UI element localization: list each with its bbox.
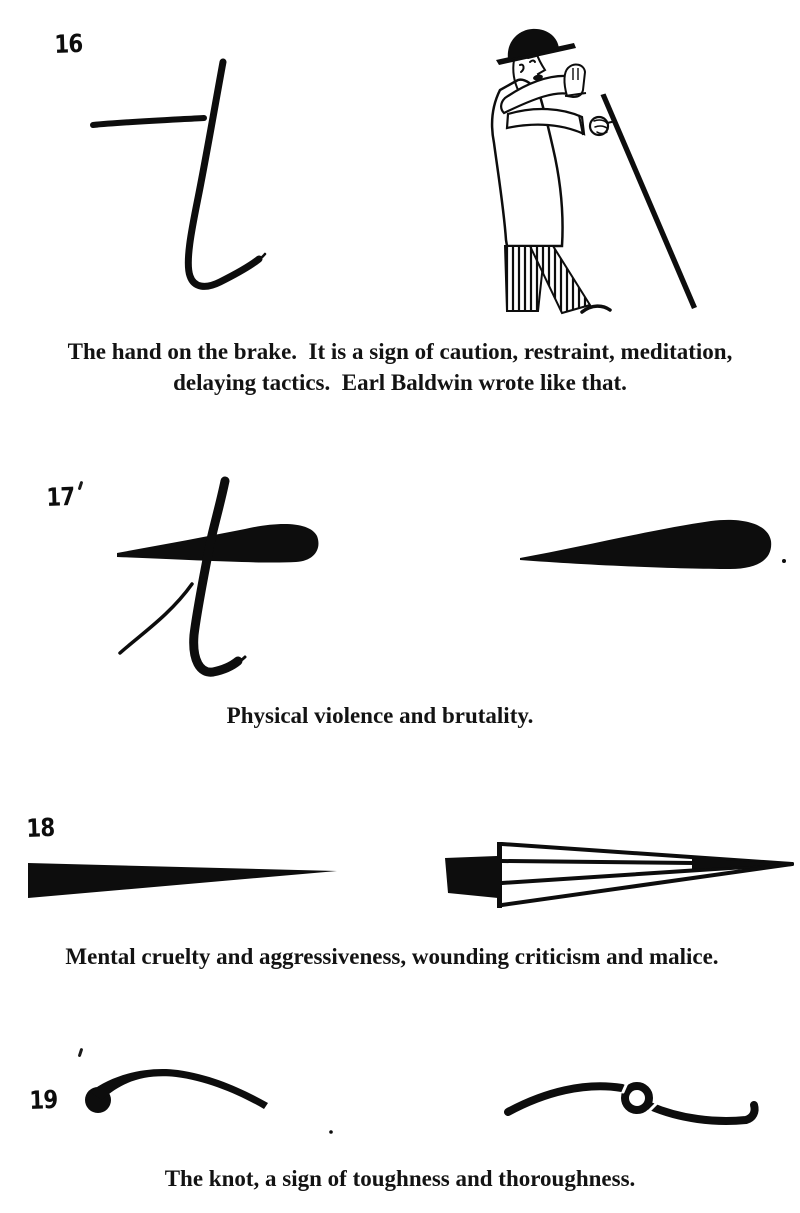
- caption-line: Mental cruelty and aggressiveness, wounding criticism and malice.: [65, 944, 719, 969]
- man-in-bowler-hat-holding-brake-lever-cartoon: [450, 18, 750, 318]
- cursive-t-long-crossbar-specimen: [78, 48, 328, 303]
- figure-16-caption: [0, 336, 800, 398]
- bowler-hat: [496, 29, 576, 65]
- striped-trousers: [505, 246, 590, 313]
- caption-line: The knot, a sign of toughness and thoroughness.: [164, 1166, 636, 1191]
- stroke-with-tied-knot-specimen: [500, 1072, 785, 1130]
- raised-stop-hand: [564, 65, 586, 97]
- figure-16-number: 16: [54, 28, 83, 59]
- caption-line: The hand on the brake. It is a sign of caution, restraint, meditation,: [67, 339, 733, 364]
- figure-18-number: 18: [26, 812, 55, 843]
- ink-speck: [782, 559, 786, 563]
- figure-19-caption: [0, 1163, 800, 1194]
- heavy-club-stroke-specimen: [515, 513, 795, 578]
- figure-17-caption: [0, 700, 780, 731]
- figure-19-number: 19: [29, 1084, 58, 1115]
- figure-17-number: 17: [46, 481, 75, 512]
- tapering-dart-stroke-diagram: [440, 835, 800, 915]
- brake-lever-stick: [601, 94, 698, 310]
- figure-18-caption: [0, 941, 792, 972]
- ink-speck: [329, 1130, 333, 1134]
- caption-line: Physical violence and brutality.: [226, 703, 534, 728]
- ink-speck: [78, 481, 83, 490]
- caption-line: delaying tactics. Earl Baldwin wrote like that.: [173, 370, 627, 395]
- stroke-with-knotted-start-specimen: [78, 1058, 358, 1140]
- apostrophe-mark: [78, 1048, 83, 1057]
- cursive-t-club-crossbar-specimen: [100, 460, 350, 690]
- thick-wedge-stroke-specimen: [25, 852, 345, 904]
